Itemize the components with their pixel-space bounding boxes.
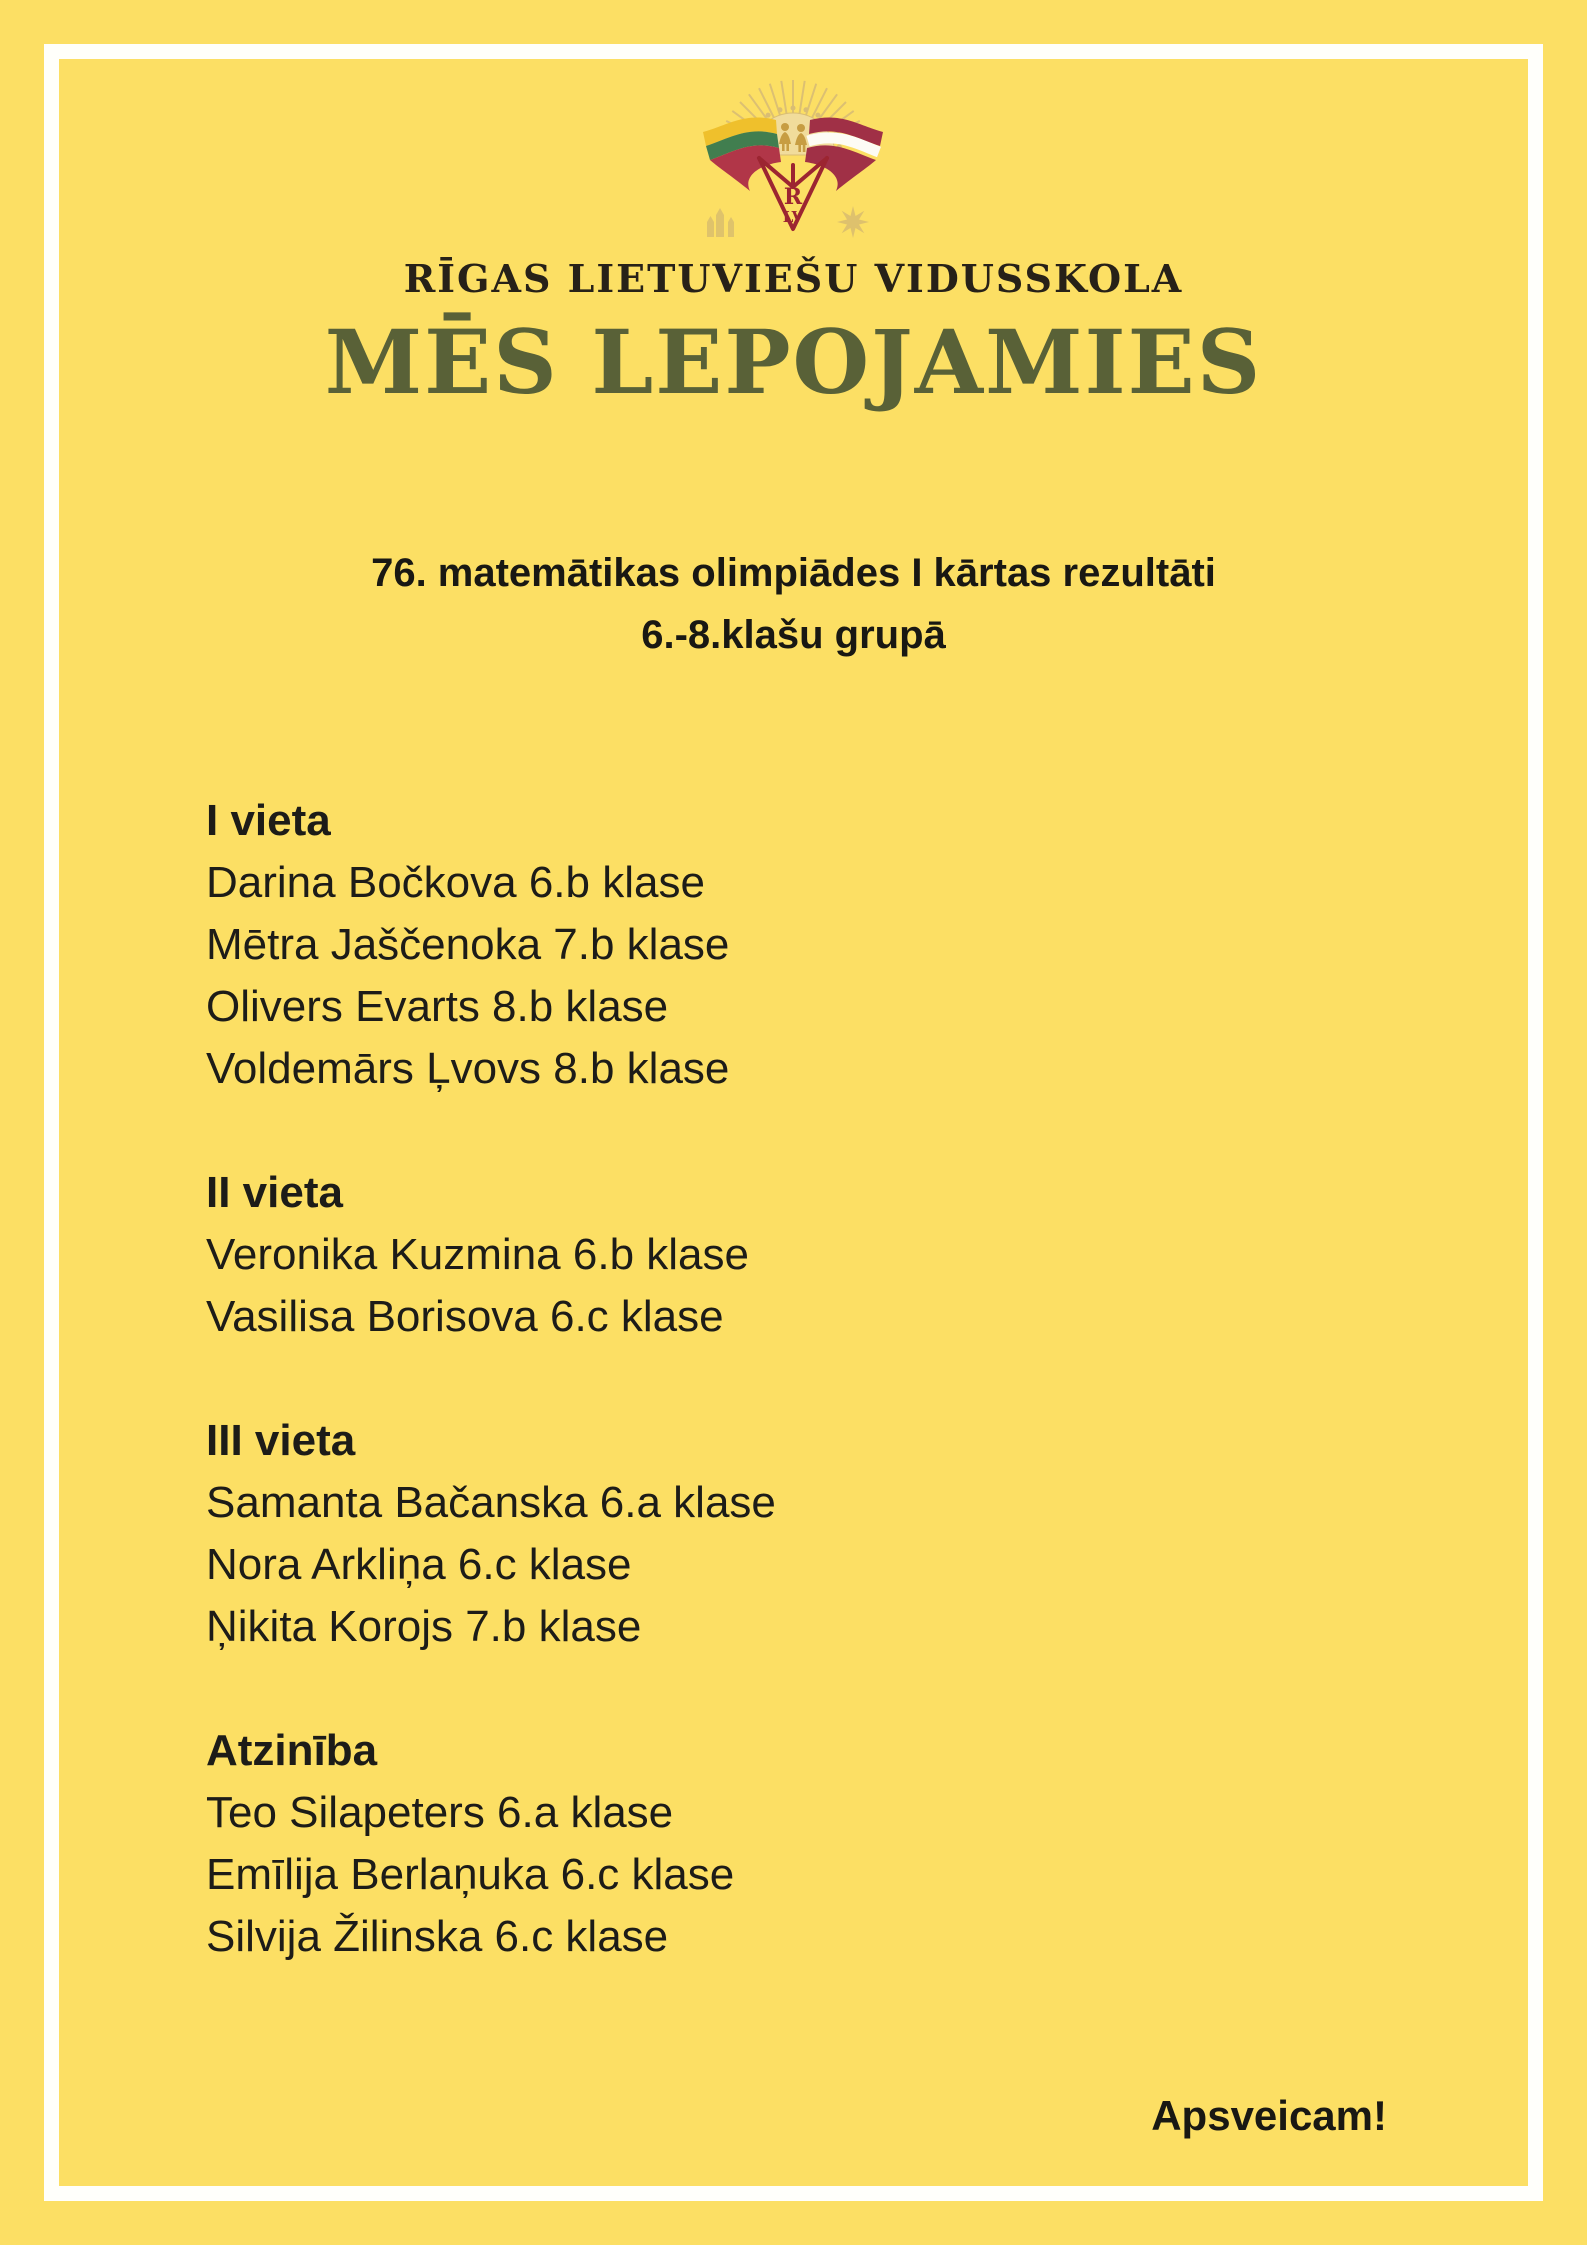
result-entry: Voldemārs Ļvovs 8.b klase (206, 1044, 730, 1093)
result-entry: Samanta Bačanska 6.a klase (206, 1478, 776, 1527)
result-section (206, 1720, 776, 1968)
section-heading: I vieta (206, 796, 331, 845)
result-entry: Nora Arkliņa 6.c klase (206, 1540, 632, 1589)
section-heading: II vieta (206, 1168, 343, 1217)
section-heading: III vieta (206, 1416, 356, 1465)
result-section (206, 790, 776, 1100)
result-entry: Olivers Evarts 8.b klase (206, 982, 669, 1031)
congrats-text: Apsveicam! (1151, 2092, 1387, 2139)
subtitle (0, 542, 1587, 666)
subtitle-line-1: 76. matemātikas olimpiādes I kārtas rezultāti (371, 551, 1216, 595)
page-title: MĒS LEPOJAMIES (324, 310, 1263, 414)
result-entry: Silvija Žilinska 6.c klase (206, 1912, 669, 1961)
subtitle-line-2: 6.-8.klašu grupā (641, 613, 946, 657)
monogram-r: R (783, 184, 803, 210)
result-entry: Veronika Kuzmina 6.b klase (206, 1230, 749, 1279)
monogram-lv: LV (782, 208, 804, 226)
result-entry: Ņikita Korojs 7.b klase (206, 1602, 642, 1651)
building-icon (707, 208, 734, 237)
result-entry: Mētra Jaščenoka 7.b klase (206, 920, 730, 969)
result-entry: Vasilisa Borisova 6.c klase (206, 1292, 724, 1341)
star-icon (837, 206, 869, 238)
result-entry: Darina Bočkova 6.b klase (206, 858, 705, 907)
result-section (206, 1410, 776, 1658)
results-sections (206, 790, 776, 2030)
school-name: RĪGAS LIETUVIEŠU VIDUSSKOLA (403, 256, 1184, 301)
result-entry: Emīlija Berlaņuka 6.c klase (206, 1850, 735, 1899)
result-section (206, 1162, 776, 1348)
result-entry: Teo Silapeters 6.a klase (206, 1788, 674, 1837)
section-heading: Atzinība (206, 1726, 378, 1775)
school-logo (673, 70, 913, 240)
